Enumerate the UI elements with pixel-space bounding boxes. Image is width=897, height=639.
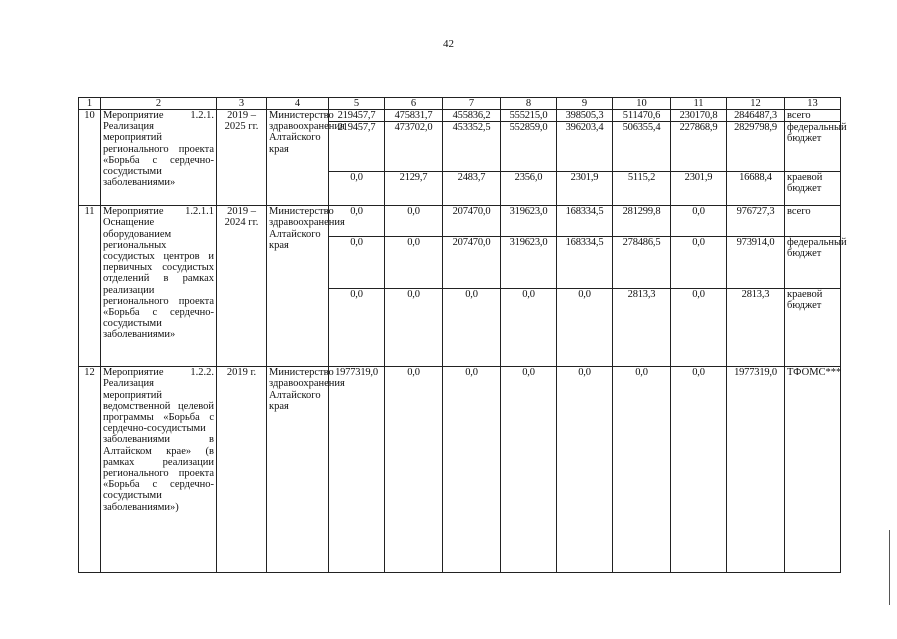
value-cell: 0,0: [385, 237, 443, 289]
scan-edge-line: [889, 530, 890, 605]
value-cell: 552859,0: [501, 122, 557, 172]
value-cell: 2813,3: [727, 289, 785, 367]
value-cell: 973914,0: [727, 237, 785, 289]
value-cell: 2846487,3: [727, 110, 785, 122]
value-cell: 278486,5: [613, 237, 671, 289]
row-number: 11: [79, 206, 101, 367]
value-cell: 227868,9: [671, 122, 727, 172]
value-cell: 2829798,9: [727, 122, 785, 172]
value-cell: 219457,7: [329, 122, 385, 172]
header-cell: 6: [385, 98, 443, 110]
value-cell: 0,0: [557, 367, 613, 573]
value-cell: 555215,0: [501, 110, 557, 122]
value-cell: 0,0: [329, 237, 385, 289]
header-cell: 12: [727, 98, 785, 110]
value-cell: 0,0: [329, 172, 385, 206]
value-cell: 455836,2: [443, 110, 501, 122]
executor: Министерство здравоохранения Алтайского края: [267, 206, 329, 367]
value-cell: 453352,5: [443, 122, 501, 172]
header-cell: 5: [329, 98, 385, 110]
value-cell: 2129,7: [385, 172, 443, 206]
funding-source: краевой бюджет: [785, 289, 841, 367]
header-cell: 11: [671, 98, 727, 110]
value-cell: 319623,0: [501, 206, 557, 237]
value-cell: 0,0: [329, 289, 385, 367]
header-cell: 13: [785, 98, 841, 110]
row-number: 12: [79, 367, 101, 573]
period: 2019 г.: [217, 367, 267, 573]
executor: Министерство здравоохранения Алтайского края: [267, 110, 329, 206]
header-cell: 8: [501, 98, 557, 110]
value-cell: 168334,5: [557, 237, 613, 289]
funding-source: краевой бюджет: [785, 172, 841, 206]
table-row: [79, 206, 841, 237]
value-cell: 281299,8: [613, 206, 671, 237]
value-cell: 207470,0: [443, 206, 501, 237]
header-row: [79, 98, 841, 110]
value-cell: 168334,5: [557, 206, 613, 237]
value-cell: 0,0: [613, 367, 671, 573]
row-number: 10: [79, 110, 101, 206]
value-cell: 473702,0: [385, 122, 443, 172]
measure-name: Мероприятие 1.2.1.1 Оснащение оборудованием региональных сосудистых центров и первичных сосудистых отделений в рамках реализации регионального проекта «Борьба с сердечно-сосудистыми заболеваниями»: [101, 206, 217, 367]
value-cell: 0,0: [671, 289, 727, 367]
header-cell: 2: [101, 98, 217, 110]
period: 2019 – 2025 гг.: [217, 110, 267, 206]
value-cell: 2301,9: [671, 172, 727, 206]
table-row: [79, 110, 841, 122]
value-cell: 511470,6: [613, 110, 671, 122]
header-cell: 1: [79, 98, 101, 110]
value-cell: 207470,0: [443, 237, 501, 289]
budget-table: [78, 97, 847, 573]
value-cell: 2813,3: [613, 289, 671, 367]
header-cell: 9: [557, 98, 613, 110]
period: 2019 – 2024 гг.: [217, 206, 267, 367]
value-cell: 0,0: [385, 206, 443, 237]
table-row: [79, 367, 841, 573]
funding-source: федеральный бюджет: [785, 122, 841, 172]
value-cell: 2483,7: [443, 172, 501, 206]
header-cell: 4: [267, 98, 329, 110]
value-cell: 0,0: [329, 206, 385, 237]
executor: Министерство здравоохранения Алтайского края: [267, 367, 329, 573]
funding-source: всего: [785, 110, 841, 122]
value-cell: 475831,7: [385, 110, 443, 122]
value-cell: 0,0: [671, 237, 727, 289]
value-cell: 2356,0: [501, 172, 557, 206]
value-cell: 1977319,0: [727, 367, 785, 573]
value-cell: 5115,2: [613, 172, 671, 206]
value-cell: 0,0: [671, 206, 727, 237]
header-cell: 7: [443, 98, 501, 110]
value-cell: 396203,4: [557, 122, 613, 172]
value-cell: 398505,3: [557, 110, 613, 122]
value-cell: 1977319,0: [329, 367, 385, 573]
value-cell: 0,0: [443, 367, 501, 573]
header-cell: 3: [217, 98, 267, 110]
value-cell: 0,0: [501, 367, 557, 573]
value-cell: 0,0: [443, 289, 501, 367]
value-cell: 0,0: [385, 367, 443, 573]
value-cell: 230170,8: [671, 110, 727, 122]
value-cell: 976727,3: [727, 206, 785, 237]
page-number: 42: [443, 38, 454, 50]
value-cell: 0,0: [385, 289, 443, 367]
value-cell: 16688,4: [727, 172, 785, 206]
funding-source: федеральный бюджет: [785, 237, 841, 289]
value-cell: 319623,0: [501, 237, 557, 289]
value-cell: 0,0: [671, 367, 727, 573]
measure-name: Мероприятие 1.2.1. Реализация мероприятий регионального проекта «Борьба с сердечно-сосудистыми заболеваниями»: [101, 110, 217, 206]
funding-source: всего: [785, 206, 841, 237]
value-cell: 219457,7: [329, 110, 385, 122]
value-cell: 506355,4: [613, 122, 671, 172]
value-cell: 0,0: [557, 289, 613, 367]
header-cell: 10: [613, 98, 671, 110]
funding-source: ТФОМС***: [785, 367, 841, 573]
value-cell: 2301,9: [557, 172, 613, 206]
value-cell: 0,0: [501, 289, 557, 367]
measure-name: Мероприятие 1.2.2. Реализация мероприятий ведомственной целевой программы «Борьба с сердечно-сосудистыми заболеваниями в Алтайском крае» (в рамках реализации регионального проекта «Борьба с сердечно-сосудистыми заболеваниями»): [101, 367, 217, 573]
